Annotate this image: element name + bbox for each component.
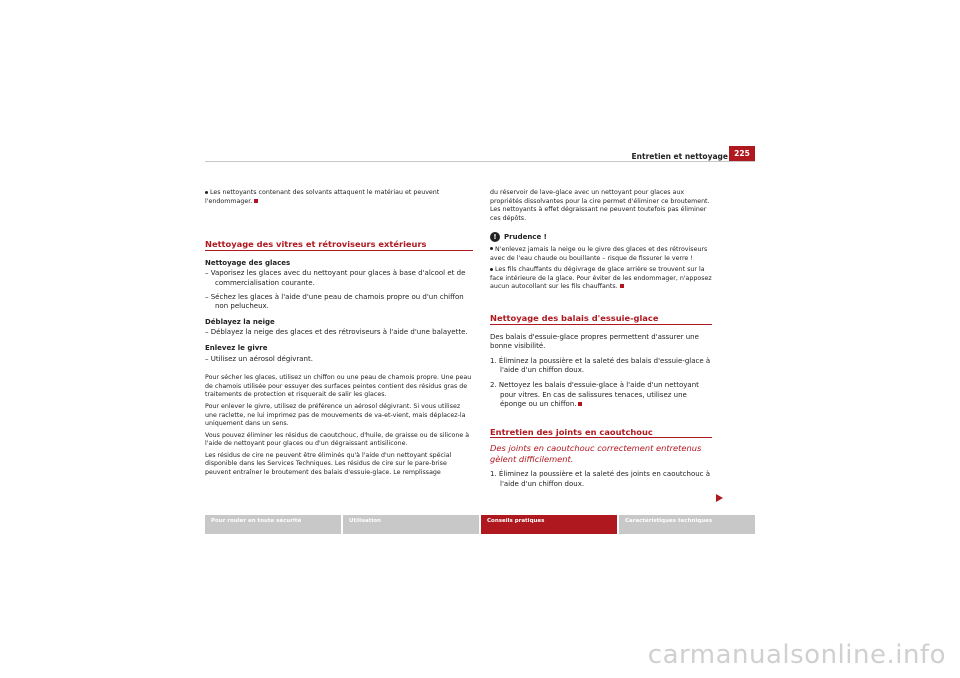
chapter-title: Entretien et nettoyage xyxy=(631,152,728,161)
warning-item: Les fils chauffants du dégivrage de glace arrière se trouvent sur la face intérieure de la glace. Pour éviter de les endommager, n'apposez aucun autocollant sur les fils chauffants. xyxy=(490,266,712,291)
lead-paragraph: Des joints en caoutchouc correctement entretenus gèlent difficilement. xyxy=(490,443,702,464)
section-title-joints: Entretien des joints en caoutchouc xyxy=(490,428,712,439)
end-mark-icon xyxy=(578,402,582,406)
page-number: 225 xyxy=(729,146,755,162)
subheading-givre: Enlevez le givre xyxy=(205,343,268,352)
subheading-nettoyage: Nettoyage des glaces xyxy=(205,258,291,267)
footer-tabs xyxy=(205,515,755,534)
list-item: 1. Éliminez la poussière et la saleté des balais d'essuie-glace à l'aide d'un chiffon doux. xyxy=(490,356,711,375)
right-column xyxy=(490,189,712,489)
tab-utilisation[interactable]: Utilisation xyxy=(343,515,479,534)
warning-title: Prudence ! xyxy=(504,233,547,242)
paragraph: Pour enlever le givre, utilisez de préférence un aérosol dégivrant. Si vous utilisez une raclette, ne lui imprimez pas de mouvements de va-et-vient, mais déplacez-la uniquement dans un sens. xyxy=(205,402,466,428)
tab-conseils[interactable]: Conseils pratiques xyxy=(481,515,617,534)
tab-caracteristiques[interactable]: Caractéristiques techniques xyxy=(619,515,755,534)
section-title-vitres: Nettoyage des vitres et rétroviseurs extérieurs xyxy=(205,240,473,251)
list-item: – Vaporisez les glaces avec du nettoyant pour glaces à base d'alcool et de commercialisation courante. xyxy=(205,269,466,287)
subheading-neige: Déblayez la neige xyxy=(205,317,275,326)
list-item: – Utilisez un aérosol dégivrant. xyxy=(205,354,313,363)
list-item: – Déblayez la neige des glaces et des rétroviseurs à l'aide d'une balayette. xyxy=(205,328,468,337)
warning-icon: ! xyxy=(490,232,500,242)
bullet-icon xyxy=(490,268,493,271)
continue-arrow-icon xyxy=(716,494,723,502)
end-mark-icon xyxy=(254,199,258,203)
list-item: – Séchez les glaces à l'aide d'une peau de chamois propre ou d'un chiffon non pelucheux. xyxy=(205,292,464,311)
bullet-icon xyxy=(490,247,493,250)
paragraph: Les résidus de cire ne peuvent être éliminés qu'à l'aide d'un nettoyant spécial disponible dans les Services Techniques. Les résidus de cire sur le pare-brise peuvent entraîner le broutement des balais d'essuie-glace. Le remplissage xyxy=(205,451,452,477)
intro-note: Les nettoyants contenant des solvants attaquent le matériau et peuvent l'endommager. xyxy=(205,189,440,205)
paragraph: du réservoir de lave-glace avec un nettoyant pour glaces aux propriétés dissolvantes pour la cire permet d'éliminer ce broutement. Les nettoyants à effet dégraissant ne peuvent toutefois pas éliminer ces dépôts. xyxy=(490,189,710,222)
left-column xyxy=(205,189,473,478)
paragraph: Des balais d'essuie-glace propres permettent d'assurer une bonne visibilité. xyxy=(490,332,699,351)
warning-box xyxy=(490,232,712,292)
watermark: carmanualsonline.info xyxy=(647,640,946,670)
tab-securite[interactable]: Pour rouler en toute sécurité xyxy=(205,515,341,534)
list-item: 1. Éliminez la poussière et la saleté des joints en caoutchouc à l'aide d'un chiffon doux. xyxy=(490,470,711,488)
header-divider xyxy=(205,161,755,162)
section-title-balais: Nettoyage des balais d'essuie-glace xyxy=(490,314,712,325)
paragraph: Pour sécher les glaces, utilisez un chiffon ou une peau de chamois propre. Une peau de chamois utilisée pour essuyer des surfaces peintes contient des résidus gras de traitements de protection et risquerait de salir les glaces. xyxy=(205,374,472,399)
paragraph: Vous pouvez éliminer les résidus de caoutchouc, d'huile, de graisse ou de silicone à l'aide de nettoyant pour glaces ou d'un dégraissant antisilicone. xyxy=(205,431,470,448)
warning-item: N'enlevez jamais la neige ou le givre des glaces et des rétroviseurs avec de l'eau chaude ou bouillante – risque de fissurer le verre ! xyxy=(490,245,708,262)
end-mark-icon xyxy=(620,284,624,288)
list-item: 2. Nettoyez les balais d'essuie-glace à l'aide d'un nettoyant pour vitres. En cas de salissures tenaces, utilisez une éponge ou un chiffon. xyxy=(490,380,699,409)
bullet-icon xyxy=(205,191,208,194)
